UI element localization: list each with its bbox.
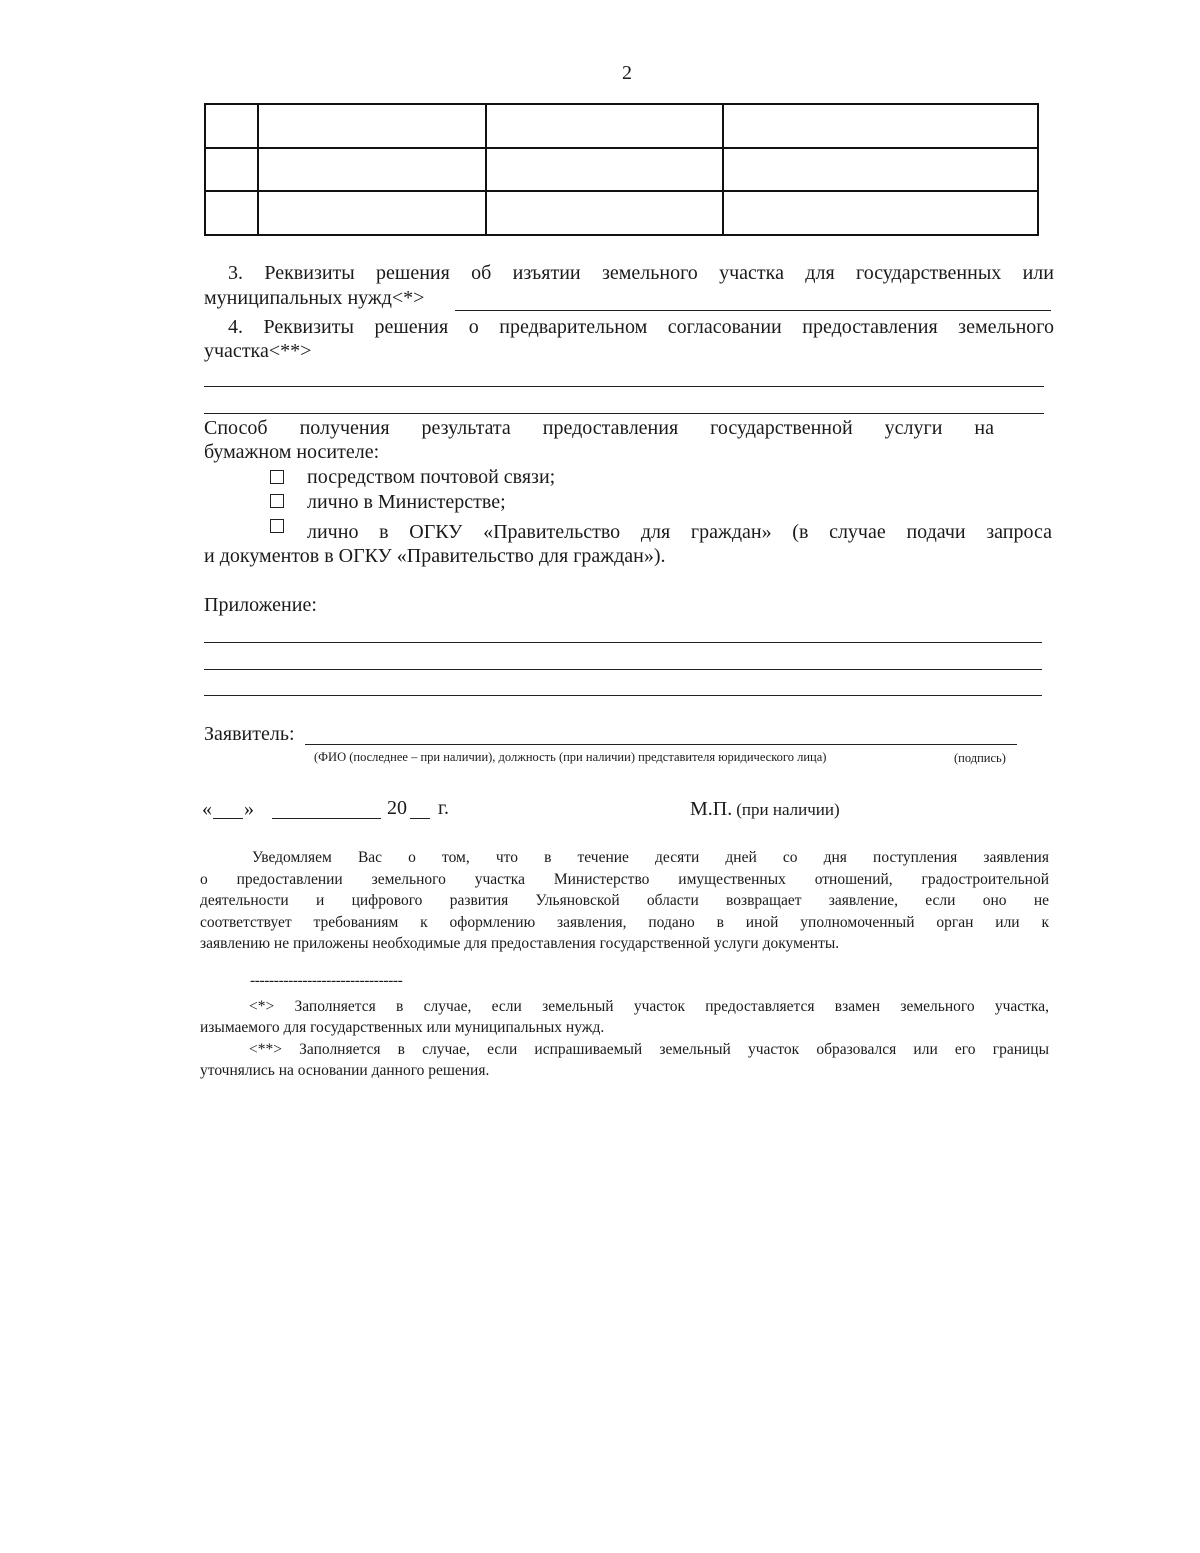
table-row [205, 104, 1038, 148]
footnote-1-line-2: изымаемого для государственных или муниципальных нужд. [200, 1019, 605, 1036]
option-post: посредством почтовой связи; [307, 466, 556, 488]
table-cell[interactable] [258, 104, 486, 148]
table-cell[interactable] [205, 191, 258, 235]
method-line1: Способ получения результата предоставления государственной услуги на [204, 417, 994, 439]
applicant-label: Заявитель: [204, 723, 295, 745]
seal-main: М.П. [690, 798, 733, 820]
table-cell[interactable] [723, 148, 1038, 192]
date-year-line[interactable] [410, 818, 430, 819]
date-year-suffix: г. [438, 797, 449, 819]
table-cell[interactable] [486, 148, 722, 192]
notice-line-4: соответствует требованиям к оформлению заявления, подано в иной уполномоченный орган или к [200, 914, 1049, 931]
table-cell[interactable] [486, 104, 722, 148]
table-cell[interactable] [205, 148, 258, 192]
table-row [205, 148, 1038, 192]
item4-line1: 4. Реквизиты решения о предварительном согласовании предоставления земельного [228, 316, 1054, 338]
date-year-prefix: 20 [387, 797, 407, 819]
table-cell[interactable] [486, 191, 722, 235]
date-quote-open: « [202, 798, 212, 820]
item4-fill-line-1[interactable] [204, 386, 1044, 387]
method-line2: бумажном носителе: [204, 441, 380, 463]
seal-note: (при наличии) [736, 800, 840, 819]
notice-line-5: заявлению не приложены необходимые для предоставления государственной услуги документы. [200, 935, 840, 952]
applicant-fill-line[interactable] [305, 744, 1017, 745]
notice-line-3: деятельности и цифрового развития Ульяновской области возвращает заявление, если оно не [200, 892, 1049, 909]
footnote-separator: -------------------------------- [250, 972, 403, 989]
item3-line2: муниципальных нужд<*> [204, 287, 425, 309]
attachment-line-3[interactable] [204, 695, 1042, 696]
option-ogku-continued: и документов в ОГКУ «Правительство для граждан»). [204, 545, 666, 567]
table-cell[interactable] [723, 104, 1038, 148]
item4-fill-line-2[interactable] [204, 413, 1044, 414]
option-ogku: лично в ОГКУ «Правительство для граждан» (в случае подачи запроса [307, 521, 1052, 543]
item3-fill-line[interactable] [455, 310, 1051, 311]
table-row [205, 191, 1038, 235]
table-cell[interactable] [723, 191, 1038, 235]
checkbox-ogku[interactable] [270, 519, 284, 533]
item3-line1: 3. Реквизиты решения об изъятии земельного участка для государственных или [228, 262, 1054, 284]
footnote-1-line-1: <*> Заполняется в случае, если земельный участок предоставляется взамен земельного участка, [249, 998, 1049, 1015]
table-cell[interactable] [205, 104, 258, 148]
date-quote-close: » [244, 798, 254, 820]
seal-label [690, 798, 840, 821]
page-number: 2 [622, 62, 632, 84]
attachment-line-1[interactable] [204, 642, 1042, 643]
notice-line-1: Уведомляем Вас о том, что в течение десяти дней со дня поступления заявления [252, 849, 1049, 866]
signature-caption: (подпись) [954, 751, 1006, 765]
date-day-line[interactable] [213, 818, 243, 819]
attachment-line-2[interactable] [204, 669, 1042, 670]
table-cell[interactable] [258, 148, 486, 192]
date-month-line[interactable] [272, 818, 381, 819]
table-cell[interactable] [258, 191, 486, 235]
footnote-2-line-1: <**> Заполняется в случае, если испрашиваемый земельный участок образовался или его границы [249, 1041, 1049, 1058]
notice-line-2: о предоставлении земельного участка Министерство имущественных отношений, градостроительной [200, 871, 1049, 888]
footnote-2-line-2: уточнялись на основании данного решения. [200, 1062, 490, 1079]
attachment-label: Приложение: [204, 594, 317, 616]
checkbox-ministry[interactable] [270, 494, 284, 508]
item4-line2: участка<**> [204, 340, 312, 362]
applicant-caption: (ФИО (последнее – при наличии), должность (при наличии) представителя юридического лица) [314, 750, 827, 764]
checkbox-post[interactable] [270, 470, 284, 484]
option-ministry: лично в Министерстве; [307, 491, 506, 513]
data-table [204, 103, 1039, 236]
